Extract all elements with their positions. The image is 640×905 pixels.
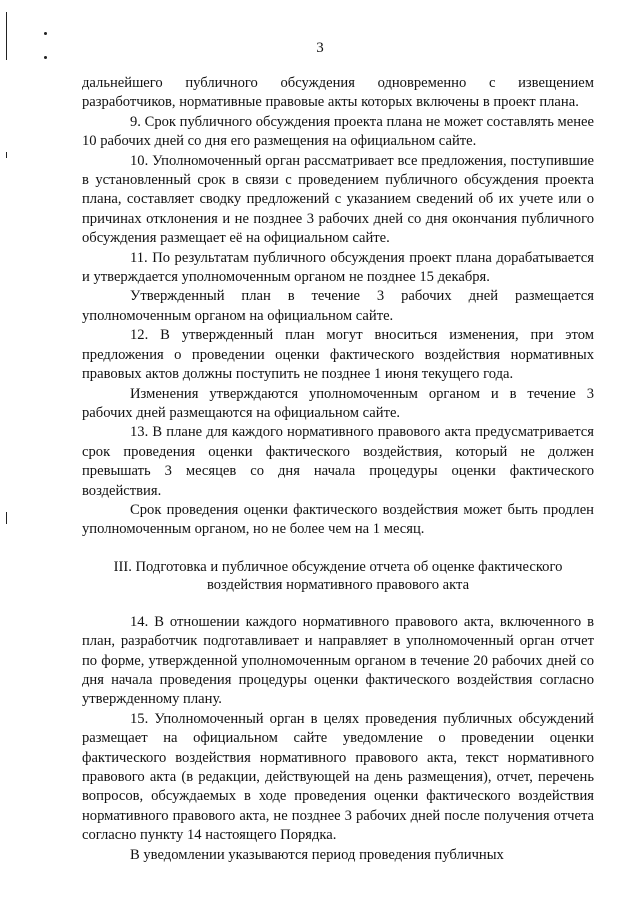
paragraph: Срок проведения оценки фактического воздействия может быть продлен уполномоченным органом, но не более чем на 1 месяц. [82, 501, 594, 538]
paragraph: 13. В плане для каждого нормативного правового акта предусматривается срок проведения оценки фактического воздействия, который не должен превышать 3 месяцев со дня начала процедуры оценки фактического воздействия. [82, 424, 594, 499]
paragraph: 12. В утвержденный план могут вноситься изменения, при этом предложения о проведении оценки фактического воздействия нормативных правовых актов должны поступить не позднее 1 июня текущего года. [82, 327, 594, 383]
paragraph: В уведомлении указываются период проведения публичных [130, 846, 504, 863]
paragraph: дальнейшего публичного обсуждения одновременно с извещением разработчиков, нормативные правовые акты которых включены в проект плана. [82, 75, 594, 111]
paragraph: 11. По результатам публичного обсуждения проект плана дорабатывается и утверждается уполномоченным органом не позднее 15 декабря. [82, 249, 594, 286]
paragraph: 9. Срок публичного обсуждения проекта плана не может составлять менее 10 рабочих дней со дня его размещения на официальном сайте. [82, 113, 594, 150]
paragraph: 14. В отношении каждого нормативного правового акта, включенного в план, разработчик подготавливает и направляет в уполномоченный орган отчет по форме, утвержденной уполномоченным органом в течение 20 рабочих дней со дня начала проведения процедуры оценки фактического воздействия согласно утвержденному плану. [82, 613, 594, 708]
document-body [82, 74, 594, 865]
margin-line [6, 512, 7, 524]
page-number: 3 [316, 40, 324, 56]
paragraph: 10. Уполномоченный орган рассматривает все предложения, поступившие в установленный срок в связи с проведением публичного обсуждения проекта плана, составляет сводку предложений с указанием сведений об их учете или о причинах отклонения и не позднее 3 рабочих дней со дня окончания публичного обсуждения размещает её на официальном сайте. [82, 152, 594, 247]
section-heading: III. Подготовка и публичное обсуждение отчета об оценке фактического воздействия нормативного правового акта [113, 558, 563, 594]
paragraph: 15. Уполномоченный орган в целях проведения публичных обсуждений размещает на официальном сайте уведомление о проведении оценки фактического воздействия нормативного правового акта, текст нормативного правового акта (в редакции, действующей на день размещения), отчет, перечень вопросов, обсуждаемых в ходе проведения оценки фактического воздействия нормативного правового акта, не позднее 3 рабочих дней после получения отчета согласно пункту 14 настоящего Порядка. [82, 710, 594, 844]
paragraph: Изменения утверждаются уполномоченным органом и в течение 3 рабочих дней размещаются на официальном сайте. [82, 385, 594, 421]
paragraph: Утвержденный план в течение 3 рабочих дней размещается уполномоченным органом на официальном сайте. [82, 288, 594, 324]
margin-line [6, 152, 7, 158]
margin-dot [44, 32, 47, 35]
